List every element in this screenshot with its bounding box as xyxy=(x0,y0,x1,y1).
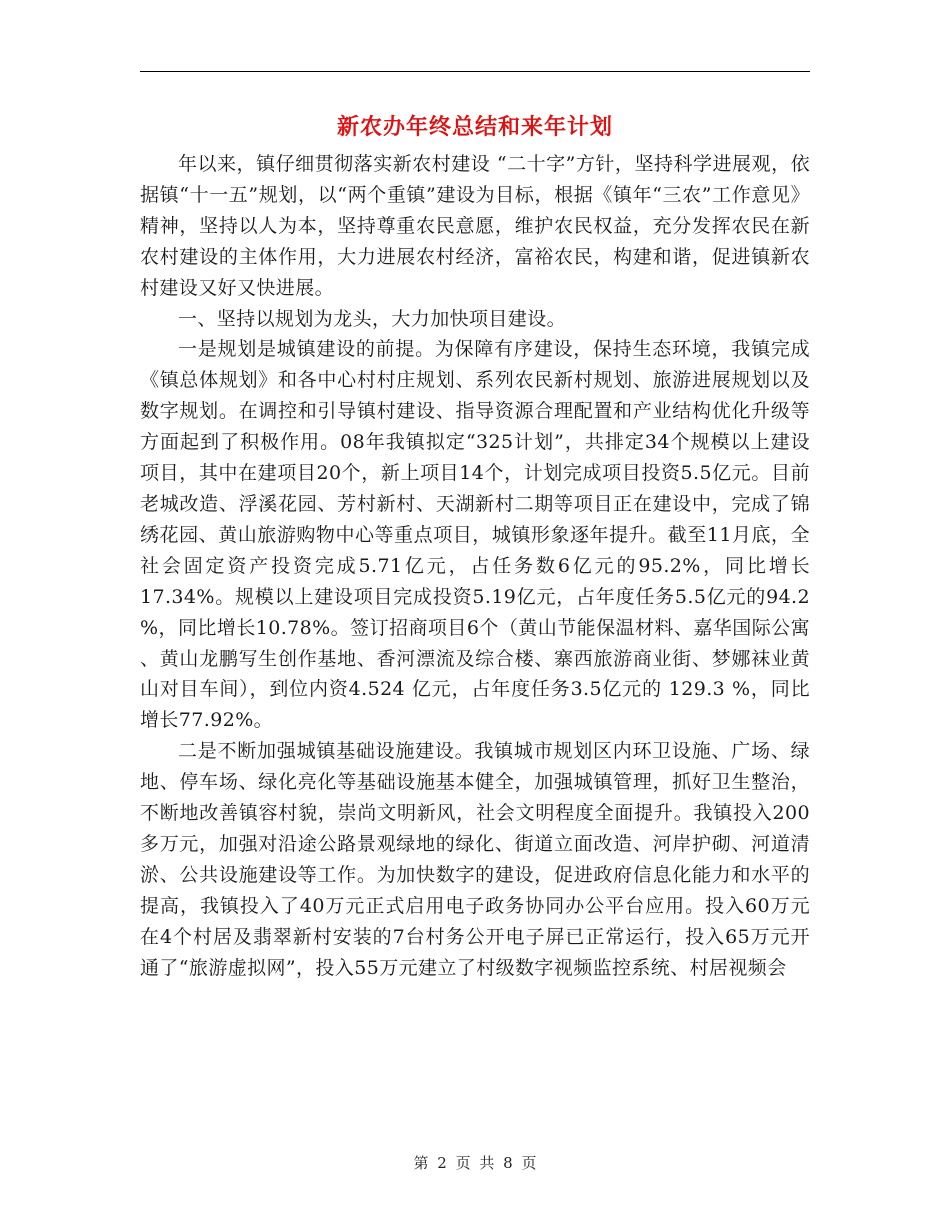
document-title: 新农办年终总结和来年计划 xyxy=(336,114,613,140)
section-heading-1: 一、坚持以规划为龙头，大力加快项目建设。 xyxy=(178,307,567,330)
document-body xyxy=(140,149,810,983)
paragraph-intro: 年以来，镇仔细贯彻落实新农村建设 “二十字”方针，坚持科学进展观，依据镇“十一五”规划，以“两个重镇”建设为目标，根据《镇年“三农”工作意见》精神，坚持以人为本，坚持尊重农民意愿，维护农民权益，充分发挥农民在新农村建设的主体作用，大力进展农村经济，富裕农民，构建和谐，促进镇新农村建设又好又快进展。 xyxy=(140,153,810,299)
page-number: 第 2 页 共 8 页 xyxy=(413,1154,537,1172)
paragraph-planning: 一是规划是城镇建设的前提。为保障有序建设，保持生态环境，我镇完成《镇总体规划》和各中心村村庄规划、系列农民新村规划、旅游进展规划以及数字规划。在调控和引导镇村建设、指导资源合理配置和产业结构优化升级等方面起到了积极作用。08年我镇拟定“325计划”，共排定34个规模以上建设项目，其中在建项目20个，新上项目14个，计划完成项目投资5.5亿元。目前老城改造、浮溪花园、芳村新村、天湖新村二期等项目正在建设中，完成了锦绣花园、黄山旅游购物中心等重点项目，城镇形象逐年提升。截至11月底，全社会固定资产投资完成5.71亿元，占任务数6亿元的95.2%，同比增长17.34%。规模以上建设项目完成投资5.19亿元，占年度任务5.5亿元的94.2 %，同比增长10.78%。签订招商项目6个（黄山节能保温材料、嘉华国际公寓 、黄山龙鹏写生创作基地、香河漂流及综合楼、寨西旅游商业街、梦娜袜业黄山对目车间），到位内资4.524 亿元，占年度任务3.5亿元的 129.3 %，同比增长77.92%。 xyxy=(140,338,810,732)
header-rule xyxy=(140,71,810,72)
paragraph-infrastructure: 二是不断加强城镇基础设施建设。我镇城市规划区内环卫设施、广场、绿地、停车场、绿化亮化等基础设施基本健全，加强城镇管理，抓好卫生整治，不断地改善镇容村貌，崇尚文明新风，社会文明程度全面提升。我镇投入200多万元，加强对沿途公路景观绿地的绿化、街道立面改造、河岸护砌、河道清淤、公共设施建设等工作。为加快数字的建设，促进政府信息化能力和水平的提高，我镇投入了40万元正式启用电子政务协同办公平台应用。投入60万元在4个村居及翡翠新村安装的7台村务公开电子屏已正常运行，投入65万元开通了“旅游虚拟网”，投入55万元建立了村级数字视频监控系统、村居视频会 xyxy=(140,740,810,979)
